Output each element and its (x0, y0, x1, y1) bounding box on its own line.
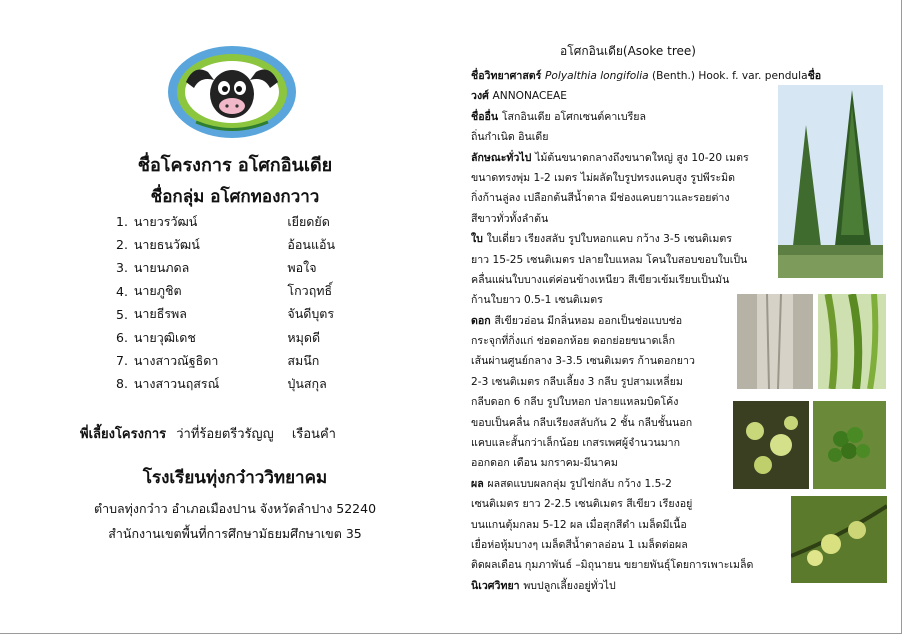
description-segment: ขอบเป็นคลื่น กลีบเรียงสลับกัน 2 ชั้น กลีบชั้นนอก (471, 416, 693, 429)
description-segment: ไม้ต้นขนาดกลางถึงขนาดใหญ่ สูง 10-20 เมตร (535, 151, 749, 164)
member-number: 4. (116, 283, 128, 299)
member-number: 2. (116, 237, 128, 253)
description-line (471, 576, 841, 596)
member-name: นายนภดล (133, 259, 190, 275)
description-segment: Polyalthia longifolia (545, 70, 649, 82)
flowers-photo (733, 401, 809, 489)
bark-photo (737, 294, 813, 389)
list-item (116, 210, 436, 233)
school-buffalo-logo (166, 42, 298, 140)
description-segment: พบปลูกเลี้ยงอยู่ทั่วไป (523, 579, 616, 592)
description-segment: ยาว 15-25 เซนติเมตร ปลายใบแหลม โคนใบสอบขอบใบเป็น (471, 253, 748, 266)
tree-photo (778, 85, 883, 278)
description-segment: วงศ์ (471, 90, 493, 103)
description-segment: ชื่อ (807, 70, 822, 82)
description-segment: ใบ (471, 233, 487, 246)
list-item (116, 280, 436, 303)
description-line (471, 515, 841, 535)
member-surname: ปุ่นสกุล (287, 375, 327, 391)
description-segment: ออกดอก เดือน มกราคม-มีนาคม (471, 457, 618, 470)
member-number: 1. (116, 214, 128, 230)
description-line (471, 555, 841, 575)
member-name: นางสาวนฤสรณ์ (133, 375, 220, 391)
description-segment: กลีบดอก 6 กลีบ รูปใบหอก ปลายแหลมบิดโค้ง (471, 396, 679, 409)
description-segment: (Benth.) Hook. f. var. pendula (648, 70, 808, 82)
member-surname: พอใจ (287, 259, 317, 275)
member-name: นายภูชิต (133, 283, 182, 299)
plant-title: อโศกอินเดีย(Asoke tree) (560, 44, 696, 58)
list-item (116, 303, 436, 326)
member-number: 8. (116, 376, 128, 392)
mentor-line (80, 423, 336, 444)
leaves-photo (818, 294, 886, 389)
member-surname: เยียดยัด (287, 213, 330, 229)
member-surname: โกวฤทธิ์ (287, 283, 333, 299)
list-item (116, 256, 436, 279)
description-line (471, 535, 841, 555)
description-segment: ผลสดแบบผลกลุ่ม รูปไข่กลับ กว้าง 1.5-2 (487, 477, 672, 490)
list-item (116, 372, 436, 395)
member-surname: หมุดดี (287, 329, 321, 345)
education-office: สำนักงานเขตพื้นที่การศึกษามัธยมศึกษาเขต 35 (108, 526, 362, 541)
member-name: นายวุฒิเดช (133, 329, 196, 345)
list-item (116, 349, 436, 372)
mentor-label: พี่เลี้ยงโครงการ (80, 427, 167, 442)
description-segment: กระจุกที่กิ่งแก่ ช่อดอกห้อย ดอกย่อยขนาดเล็ก (471, 335, 675, 348)
member-surname: อ้อนแอ้น (287, 236, 336, 252)
member-number: 3. (116, 260, 128, 276)
school-address: ตำบลทุ่งกว๋าว อำเภอเมืองปาน จังหวัดลำปาง 52240 (93, 501, 377, 516)
member-list (116, 210, 436, 396)
description-line (471, 66, 841, 86)
description-segment: บนแกนตุ้มกลม 5-12 ผล เมื่อสุกสีดำ เมล็ดมีเนื้อ (471, 518, 687, 531)
description-segment: ผล (471, 477, 488, 490)
description-segment: เซนติเมตร ยาว 2-2.5 เซนติเมตร สีเขียว เรียงอยู่ (471, 498, 693, 511)
description-segment: กิ่งก้านลู่ลง เปลือกต้นสีน้ำตาล มีช่องแคบยาวและรอยต่าง (471, 192, 730, 205)
member-name: นายวรวัฒน์ (133, 213, 198, 229)
description-segment: ใบเดี่ยว เรียงสลับ รูปใบหอกแคบ กว้าง 3-5 เซนติเมตร (486, 233, 732, 246)
green-fruits-photo (813, 401, 886, 489)
member-surname: จันดีบุตร (287, 306, 335, 322)
description-segment: ANNONACEAE (492, 90, 567, 103)
group-title: ชื่อกลุ่ม อโศกทองกวาว (150, 187, 320, 207)
member-number: 5. (116, 306, 128, 322)
member-surname: สมนึก (287, 352, 320, 368)
description-segment: 2-3 เซนติเมตร กลีบเลี้ยง 3 กลีบ รูปสามเหลี่ยม (471, 375, 683, 388)
member-number: 6. (116, 330, 128, 346)
description-segment: คลื่นแผ่นใบบางแต่ค่อนข้างเหนียว สีเขียวเข้มเรียบเป็นมัน (471, 273, 730, 286)
description-segment: สีเขียวอ่อน มีกลิ่นหอม ออกเป็นช่อแบบช่อ (494, 314, 683, 327)
member-name: นายธนวัฒน์ (133, 236, 200, 252)
description-segment: แคบและสั้นกว่าเล็กน้อย เกสรเพศผู้จำนวนมาก (471, 437, 681, 450)
list-item (116, 326, 436, 349)
description-segment: สีขาวทั่วทั้งลำต้น (471, 212, 549, 225)
description-segment: ถิ่นกำเนิด อินเดีย (471, 131, 549, 144)
member-number: 7. (116, 353, 128, 369)
description-segment: ก้านใบยาว 0.5-1 เซนติเมตร (471, 294, 603, 307)
description-segment: ติดผลเดือน กุมภาพันธ์ –มิถุนายน ขยายพันธุ์โดยการเพาะเมล็ด (471, 559, 754, 572)
mentor-surname: เรือนคำ (291, 427, 336, 442)
member-name: นางสาวณัฐธิดา (133, 352, 219, 368)
list-item (116, 233, 436, 256)
description-segment: นิเวศวิทยา (471, 579, 524, 592)
description-segment: เยื่อห่อหุ้มบางๆ เมล็ดสีน้ำตาลอ่อน 1 เมล็ดต่อผล (471, 538, 688, 551)
project-title: ชื่อโครงการ อโศกอินเดีย (137, 155, 333, 176)
flowering-branch-photo (791, 496, 887, 583)
mentor-name: ว่าที่ร้อยตรีวรัญญู (176, 427, 274, 442)
description-segment: โสกอินเดีย อโศกเซนต์คาเบรียล (501, 110, 647, 123)
description-segment: ลักษณะทั่วไป (471, 151, 536, 164)
description-segment: ชื่ออื่น (471, 110, 502, 123)
description-segment: ขนาดทรงพุ่ม 1-2 เมตร ไม่ผลัดใบรูปทรงแคบสูง รูปพีระมิด (471, 171, 736, 184)
school-name: โรงเรียนทุ่งกว๋าววิทยาคม (142, 468, 328, 488)
description-segment: ชื่อวิทยาศาสตร์ (471, 70, 546, 82)
description-segment: เส้นผ่านศูนย์กลาง 3-3.5 เซนติเมตร ก้านดอกยาว (471, 355, 695, 368)
description-line (471, 494, 841, 514)
member-name: นายธีรพล (133, 306, 187, 322)
description-segment: ดอก (471, 314, 495, 327)
